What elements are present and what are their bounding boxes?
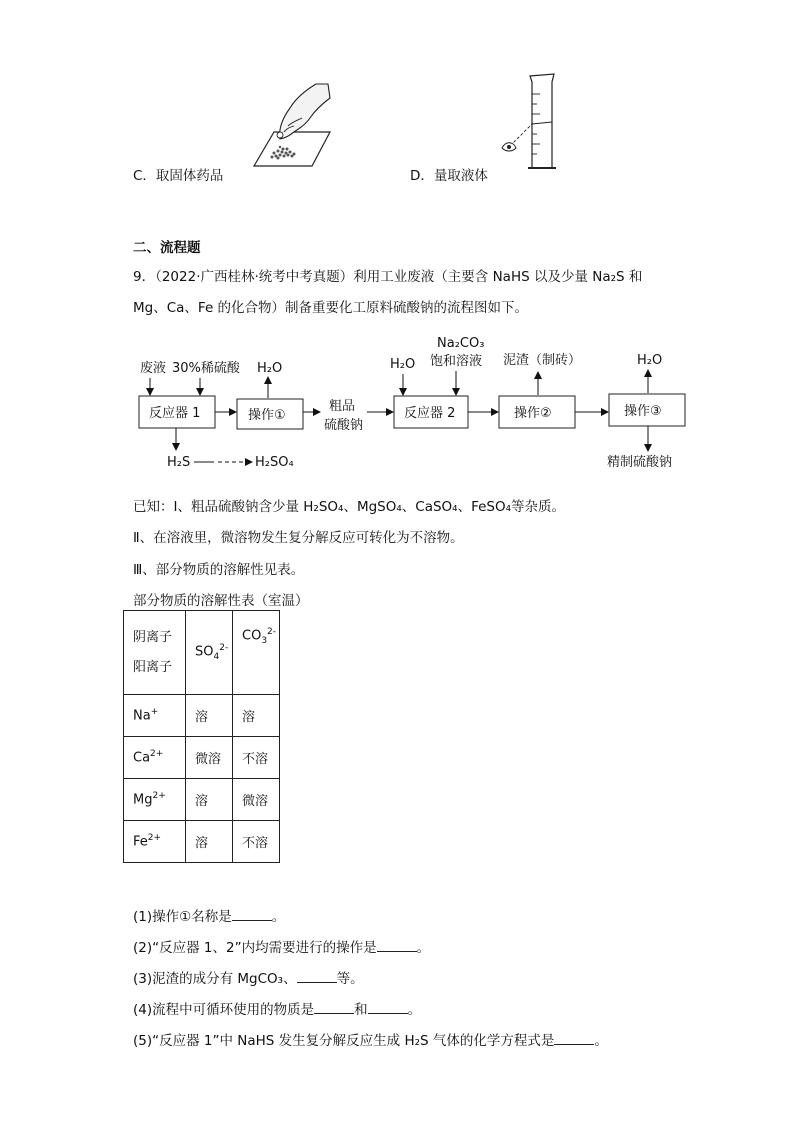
- sub-question-2: (2)“反应器 1、2”内均需要进行的操作是 。: [133, 940, 431, 956]
- sub-question-5: (5)“反应器 1”中 NaHS 发生复分解反应生成 H₂S 气体的化学方程式是 。: [133, 1033, 608, 1049]
- answer-blank[interactable]: [554, 1032, 594, 1045]
- answer-blank[interactable]: [314, 1001, 354, 1014]
- table-row: Na+ 溶 溶: [124, 695, 280, 737]
- table-caption: 部分物质的溶解性表（室温）: [133, 593, 309, 609]
- table-row: $Ca^{2+}$ 微溶 不溶: [124, 737, 280, 779]
- flow-crude-line1: 粗品: [329, 399, 356, 414]
- flow-na2co3-line1: Na₂CO₃: [437, 336, 485, 351]
- box-operation-1-label: 操作①: [248, 408, 286, 423]
- question-line-2: Mg、Ca、Fe 的化合物）制备重要化工原料硫酸钠的流程图如下。: [133, 300, 529, 316]
- known-line-1: 已知：Ⅰ、粗品硫酸钠含少量 H₂SO₄、MgSO₄、CaSO₄、FeSO₄等杂质。: [133, 499, 566, 515]
- answer-blank[interactable]: [297, 970, 337, 983]
- answer-blank[interactable]: [232, 908, 272, 921]
- sub-question-1: (1)操作①名称是 。: [133, 909, 286, 925]
- table-row: $Mg^{2+}$ 溶 微溶: [124, 779, 280, 821]
- flow-input-waste: 废液: [140, 361, 167, 376]
- section-title: 二、流程题: [133, 240, 201, 256]
- flow-h2so4: H₂SO₄: [255, 455, 294, 470]
- option-d-label: D．量取液体: [410, 168, 488, 184]
- flow-h2o-1: H₂O: [257, 361, 283, 376]
- solid-sampling-illustration: [250, 82, 334, 168]
- flow-sludge: 泥渣（制砖）: [503, 353, 582, 368]
- measuring-cylinder-illustration: [500, 72, 564, 174]
- table-header-so4: $SO_4^{2-}$: [186, 611, 233, 695]
- flow-h2o-2: H₂O: [390, 357, 416, 372]
- table-row: $Fe^{2+}$ 溶 不溶: [124, 821, 280, 863]
- table-header-co3: $CO_3^{2-}$: [233, 611, 280, 695]
- flow-na2co3-line2: 饱和溶液: [430, 354, 483, 369]
- flow-input-acid: 30%稀硫酸: [172, 361, 240, 376]
- box-reactor-1-label: 反应器 1: [149, 406, 201, 421]
- box-operation-3-label: 操作③: [624, 404, 662, 419]
- question-line-1: 9．（2022·广西桂林·统考中考真题）利用工业废液（主要含 NaHS 以及少量 Na₂S 和: [133, 269, 643, 285]
- flow-crude-line2: 硫酸钠: [324, 418, 364, 433]
- answer-blank[interactable]: [368, 1001, 408, 1014]
- flow-product: 精制硫酸钠: [607, 455, 673, 470]
- solubility-table: [123, 610, 280, 863]
- answer-blank[interactable]: [377, 939, 417, 952]
- flow-h2o-3: H₂O: [637, 353, 663, 368]
- known-line-3: Ⅲ、部分物质的溶解性见表。: [133, 562, 305, 578]
- known-line-2: Ⅱ、在溶液里，微溶物发生复分解反应可转化为不溶物。: [133, 530, 464, 546]
- box-operation-2-label: 操作②: [514, 406, 552, 421]
- sub-question-3: (3)泥渣的成分有 MgCO₃、 等。: [133, 971, 364, 987]
- box-reactor-2-label: 反应器 2: [404, 406, 456, 421]
- sub-question-4: (4)流程中可循环使用的物质是 和 。: [133, 1002, 422, 1018]
- flow-h2s: H₂S: [167, 455, 191, 470]
- table-header-corner: 阴离子 阳离子: [124, 611, 186, 695]
- process-flow-chart: [0, 330, 794, 480]
- option-c-label: C．取固体药品: [133, 168, 224, 184]
